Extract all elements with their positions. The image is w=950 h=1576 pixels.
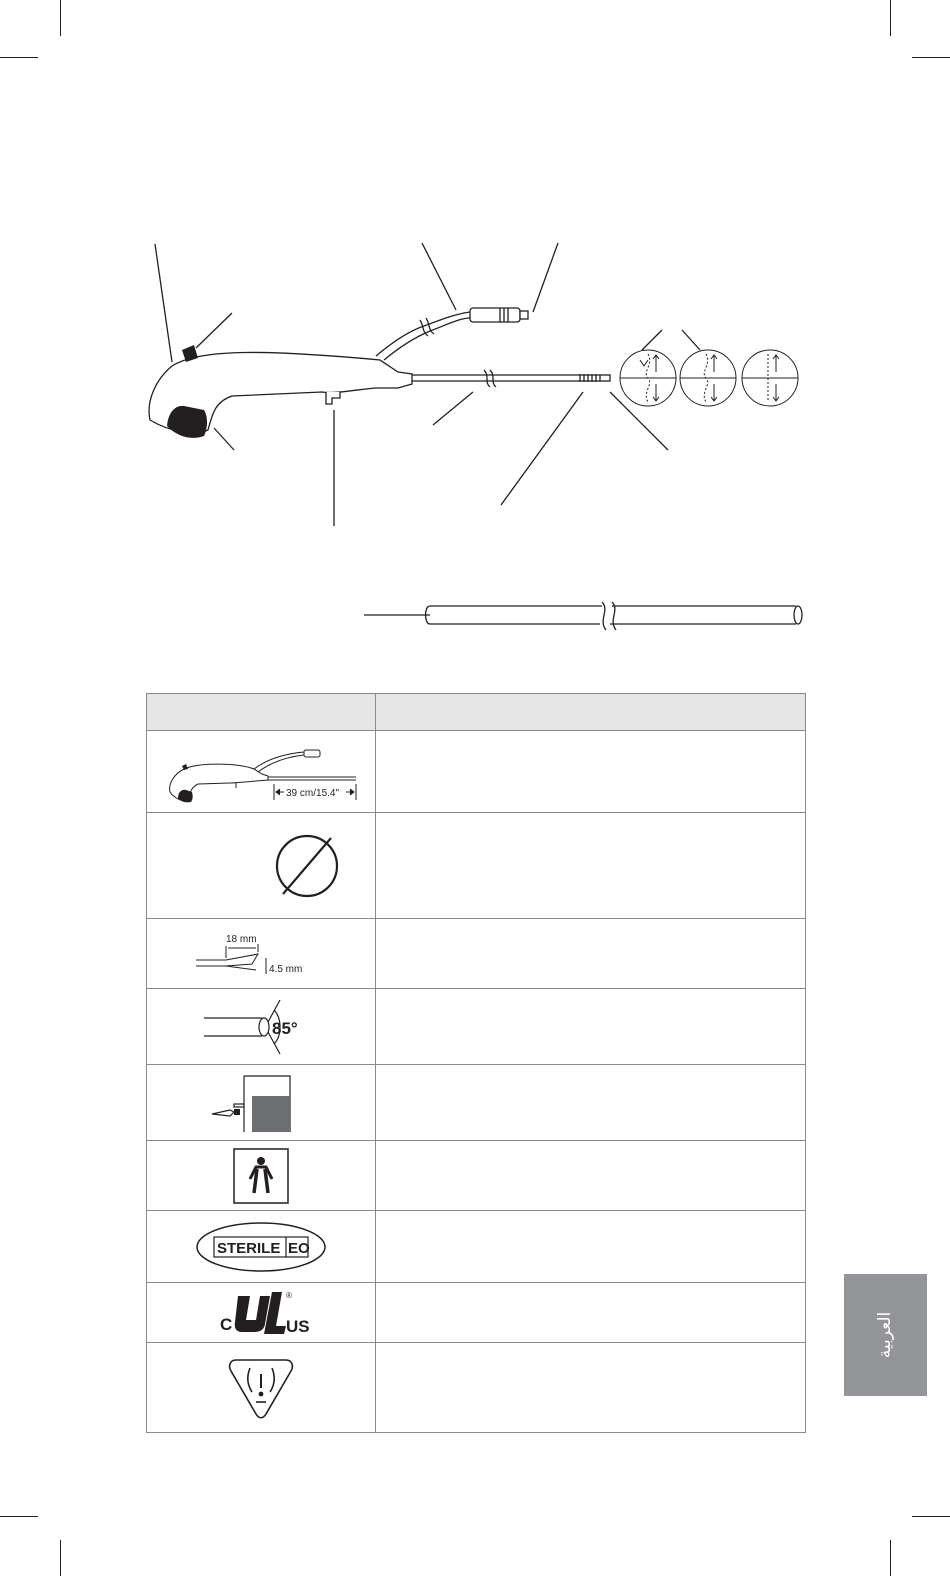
table-row bbox=[147, 813, 806, 919]
type-bf-description bbox=[376, 1141, 806, 1211]
detail-circle bbox=[742, 350, 798, 406]
ul-mark-icon bbox=[235, 1292, 286, 1334]
table-row bbox=[147, 1343, 806, 1433]
table-row bbox=[147, 1211, 806, 1283]
table-row bbox=[147, 1283, 806, 1343]
detail-circle bbox=[680, 350, 736, 406]
introducer-tube bbox=[426, 602, 803, 630]
table-row bbox=[147, 1141, 806, 1211]
jaw-angle-symbol bbox=[147, 989, 376, 1065]
electrical-warning-icon bbox=[230, 1360, 293, 1418]
flush-port bbox=[326, 392, 340, 404]
ul-listing-symbol bbox=[147, 1283, 376, 1343]
ul-us-label: US bbox=[286, 1316, 310, 1336]
working-channel-description bbox=[376, 1065, 806, 1141]
crop-mark-bottom-left bbox=[60, 1540, 61, 1576]
sterile-label: STERILE bbox=[217, 1239, 281, 1257]
table-header-description bbox=[376, 694, 806, 731]
connector bbox=[470, 308, 520, 322]
jaw-angle-description bbox=[376, 989, 806, 1065]
detail-circle bbox=[620, 350, 676, 406]
leader-line bbox=[422, 243, 456, 310]
symbol-table bbox=[146, 693, 806, 1433]
eo-label: EO bbox=[288, 1239, 310, 1257]
grip bbox=[167, 406, 207, 438]
table-row bbox=[147, 1065, 806, 1141]
jaw-dimensions-description bbox=[376, 919, 806, 989]
device-length-label: 39 cm/15.4" bbox=[286, 787, 340, 799]
type-bf-applied-part-icon bbox=[234, 1149, 288, 1203]
language-tab bbox=[844, 1274, 927, 1396]
leader-line bbox=[682, 330, 700, 350]
sterile-eo-description bbox=[376, 1211, 806, 1283]
do-not-reuse-icon bbox=[277, 836, 337, 896]
leader-line bbox=[433, 392, 473, 425]
shaft-break bbox=[484, 370, 490, 387]
leader-line bbox=[196, 313, 232, 348]
type-bf-symbol bbox=[147, 1141, 376, 1211]
ul-registered-mark: ® bbox=[286, 1290, 292, 1300]
table-row bbox=[147, 989, 806, 1065]
jaw-angle-label: 85° bbox=[272, 1018, 298, 1038]
leader-line bbox=[642, 330, 662, 350]
electrical-warning-description bbox=[376, 1343, 806, 1433]
leader-line bbox=[155, 244, 172, 362]
jaw-opening-label: 4.5 mm bbox=[269, 963, 303, 975]
table-header-row bbox=[147, 694, 806, 731]
crop-mark-bottom-right-h bbox=[912, 1516, 950, 1517]
table-row bbox=[147, 919, 806, 989]
sterile-eo-symbol bbox=[147, 1211, 376, 1283]
jaw-length-label: 18 mm bbox=[226, 933, 257, 945]
leader-line bbox=[214, 428, 234, 450]
ul-c-label: C bbox=[220, 1314, 233, 1334]
language-tab-label: العربية bbox=[875, 1311, 896, 1359]
ul-listing-description bbox=[376, 1283, 806, 1343]
table-row bbox=[147, 731, 806, 813]
jaw-dimensions-symbol bbox=[147, 919, 376, 989]
crop-mark-bottom-left-h bbox=[0, 1516, 38, 1517]
crop-mark-bottom-right bbox=[890, 1540, 891, 1576]
table-header-symbol bbox=[147, 694, 376, 731]
jaw-tip bbox=[600, 375, 610, 381]
shaft-break bbox=[490, 370, 496, 387]
device-illustration bbox=[0, 0, 950, 690]
leader-line bbox=[501, 392, 583, 505]
device-length-symbol bbox=[147, 731, 376, 813]
do-not-reuse-symbol bbox=[147, 813, 376, 919]
electrical-warning-symbol bbox=[147, 1343, 376, 1433]
working-channel-symbol bbox=[147, 1065, 376, 1141]
device-length-description bbox=[376, 731, 806, 813]
leader-line bbox=[533, 243, 558, 312]
do-not-reuse-description bbox=[376, 813, 806, 919]
